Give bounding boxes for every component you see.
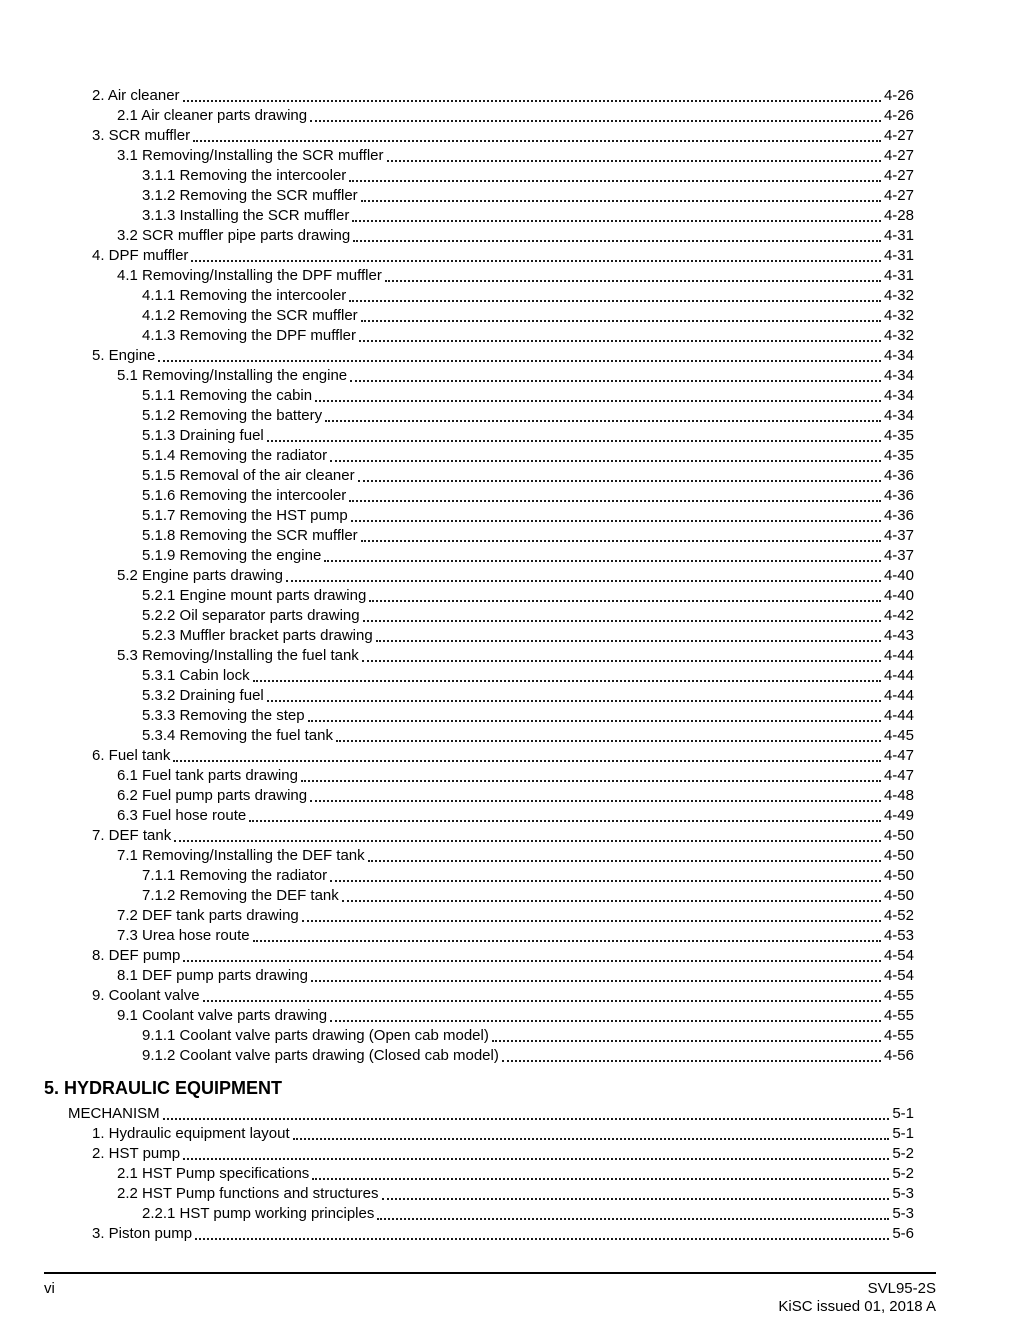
toc-entry-page: 4-27 (883, 127, 914, 144)
toc-leader-dots (349, 166, 881, 182)
toc-entry-title: 5.2.2 Oil separator parts drawing (142, 607, 360, 624)
toc-entry (44, 546, 936, 566)
footer-doc-code: SVL95-2S (867, 1280, 936, 1297)
toc-entry (44, 606, 936, 626)
toc-leader-dots (369, 586, 881, 602)
toc-entry-title: 5.1.7 Removing the HST pump (142, 507, 348, 524)
toc-leader-dots (362, 646, 881, 662)
toc-entry (44, 986, 936, 1006)
toc-entry-page: 4-35 (883, 427, 914, 444)
toc-leader-dots (193, 126, 881, 142)
toc-entry-title: 7. DEF tank (92, 827, 172, 844)
toc-entry-title: 5. Engine (92, 347, 156, 364)
toc-entry-page: 4-34 (883, 387, 914, 404)
toc-entry (44, 346, 936, 366)
toc-entry (44, 86, 936, 106)
toc-entry-page: 4-40 (883, 567, 914, 584)
toc-entry-title: 6. Fuel tank (92, 747, 171, 764)
toc-entry (44, 886, 936, 906)
toc-entry-title: 4.1 Removing/Installing the DPF muffler (117, 267, 382, 284)
toc-entry-title: 4.1.3 Removing the DPF muffler (142, 327, 356, 344)
toc-leader-dots (308, 706, 881, 722)
toc-entry (44, 586, 936, 606)
toc-entry (44, 846, 936, 866)
toc-entry-title: 4.1.2 Removing the SCR muffler (142, 307, 358, 324)
toc-entry-page: 4-48 (883, 787, 914, 804)
toc-leader-dots (310, 786, 881, 802)
toc-entry-title: 9.1.1 Coolant valve parts drawing (Open cab model) (142, 1027, 489, 1044)
toc-entry (44, 1184, 936, 1204)
toc-entry-title: 5.3.4 Removing the fuel tank (142, 727, 333, 744)
toc-entry (44, 966, 936, 986)
toc-leader-dots (195, 1224, 889, 1240)
toc-entry (44, 126, 936, 146)
toc-leader-dots (358, 466, 881, 482)
toc-entry-title: 7.2 DEF tank parts drawing (117, 907, 299, 924)
toc-entry-title: 6.2 Fuel pump parts drawing (117, 787, 308, 804)
toc-leader-dots (183, 1144, 889, 1160)
toc-entry (44, 706, 936, 726)
toc-entry-title: 2.2 HST Pump functions and structures (117, 1185, 379, 1202)
toc-leader-dots (352, 206, 881, 222)
toc-entry-title: 9.1.2 Coolant valve parts drawing (Closed cab model) (142, 1047, 499, 1064)
toc-leader-dots (183, 946, 881, 962)
toc-leader-dots (174, 826, 881, 842)
toc-entry (44, 566, 936, 586)
toc-entry-title: 4.1.1 Removing the intercooler (142, 287, 347, 304)
toc-leader-dots (293, 1124, 890, 1140)
toc-entry-title: MECHANISM (68, 1105, 160, 1122)
toc-leader-dots (353, 226, 881, 242)
toc-entry (44, 386, 936, 406)
toc-leader-dots (173, 746, 881, 762)
toc-entry-page: 5-1 (892, 1105, 914, 1122)
toc-entry (44, 486, 936, 506)
toc-entry-page: 4-50 (883, 887, 914, 904)
toc-entry (44, 1164, 936, 1184)
toc-entry-page: 4-37 (883, 527, 914, 544)
toc-leader-dots (330, 866, 881, 882)
toc-entry-title: 2.1 Air cleaner parts drawing (117, 107, 308, 124)
toc-entry-page: 4-54 (883, 947, 914, 964)
toc-entry-page: 4-34 (883, 407, 914, 424)
toc-entry-title: 4. DPF muffler (92, 247, 189, 264)
toc-entry (44, 1204, 936, 1224)
toc-entry-title: 5.1.5 Removal of the air cleaner (142, 467, 355, 484)
toc-entry (44, 526, 936, 546)
toc-entry-page: 4-52 (883, 907, 914, 924)
toc-leader-dots (191, 246, 881, 262)
toc-entry-title: 8. DEF pump (92, 947, 181, 964)
toc-entry-page: 5-3 (892, 1185, 914, 1202)
toc-entry (44, 726, 936, 746)
toc-leader-dots (361, 186, 881, 202)
toc-entry-title: 2. Air cleaner (92, 87, 180, 104)
toc-entry-title: 3.1.1 Removing the intercooler (142, 167, 347, 184)
toc-entry-title: 5.3.2 Draining fuel (142, 687, 264, 704)
toc-entry-page: 5-2 (892, 1165, 914, 1182)
toc-entry-page: 4-40 (883, 587, 914, 604)
toc-leader-dots (302, 906, 881, 922)
footer-right-block (778, 1280, 936, 1316)
toc-entry-title: 5.1.4 Removing the radiator (142, 447, 328, 464)
toc-entry-page: 4-37 (883, 547, 914, 564)
toc-entry (44, 506, 936, 526)
toc-entry-title: 5.1.9 Removing the engine (142, 547, 322, 564)
toc-leader-dots (249, 806, 881, 822)
toc-entry-title: 3. SCR muffler (92, 127, 191, 144)
toc-leader-dots (361, 306, 881, 322)
toc-entry-page: 4-35 (883, 447, 914, 464)
toc-leader-dots (183, 86, 881, 102)
footer-divider (44, 1272, 936, 1274)
toc-entry (44, 826, 936, 846)
toc-entry (44, 226, 936, 246)
toc-entry-page: 4-47 (883, 767, 914, 784)
toc-entry-title: 5.3.1 Cabin lock (142, 667, 250, 684)
toc-leader-dots (203, 986, 881, 1002)
toc-entry-page: 4-47 (883, 747, 914, 764)
toc-entry (44, 1104, 936, 1124)
toc-leader-dots (330, 1006, 881, 1022)
toc-entry (44, 186, 936, 206)
toc-leader-dots (286, 566, 881, 582)
toc-entry-title: 5.1.2 Removing the battery (142, 407, 323, 424)
toc-entry-page: 4-55 (883, 987, 914, 1004)
toc-leader-dots (163, 1104, 890, 1120)
toc-entry-page: 4-44 (883, 707, 914, 724)
toc-entry (44, 206, 936, 226)
toc-entry (44, 626, 936, 646)
toc-leader-dots (361, 526, 881, 542)
toc-entry (44, 406, 936, 426)
toc-entry-title: 5.1.1 Removing the cabin (142, 387, 313, 404)
toc-entry (44, 1006, 936, 1026)
toc-entry (44, 946, 936, 966)
toc-leader-dots (377, 1204, 889, 1220)
toc-entry-title: 2.1 HST Pump specifications (117, 1165, 310, 1182)
toc-leader-dots (325, 406, 881, 422)
toc-entry-page: 4-42 (883, 607, 914, 624)
toc-entry-page: 5-2 (892, 1145, 914, 1162)
toc-entry-title: 5.1.6 Removing the intercooler (142, 487, 347, 504)
toc-entry-title: 7.1.2 Removing the DEF tank (142, 887, 339, 904)
toc-entry (44, 246, 936, 266)
toc-entry-title: 7.1.1 Removing the radiator (142, 867, 328, 884)
toc-entry-page: 4-36 (883, 467, 914, 484)
toc-entry (44, 926, 936, 946)
toc-entry-page: 5-6 (892, 1225, 914, 1242)
toc-entry-page: 5-1 (892, 1125, 914, 1142)
toc-entry-page: 4-43 (883, 627, 914, 644)
toc-entry (44, 866, 936, 886)
toc-entry-page: 4-50 (883, 847, 914, 864)
toc-leader-dots (368, 846, 881, 862)
toc-entry-page: 4-45 (883, 727, 914, 744)
toc-entry-title: 8.1 DEF pump parts drawing (117, 967, 308, 984)
toc-entry-title: 5.1.3 Draining fuel (142, 427, 264, 444)
toc-leader-dots (311, 966, 881, 982)
toc-entry-page: 4-44 (883, 667, 914, 684)
toc-leader-dots (502, 1046, 881, 1062)
toc-leader-dots (336, 726, 881, 742)
toc-entry-page: 4-27 (883, 147, 914, 164)
toc-entry-page: 4-50 (883, 867, 914, 884)
toc-leader-dots (492, 1026, 881, 1042)
footer-page-number: vi (44, 1280, 55, 1297)
toc-entry (44, 466, 936, 486)
toc-entry-title: 3.1.2 Removing the SCR muffler (142, 187, 358, 204)
toc-entry (44, 1026, 936, 1046)
toc-entry-page: 5-3 (892, 1205, 914, 1222)
toc-entry-title: 5.3 Removing/Installing the fuel tank (117, 647, 359, 664)
toc-leader-dots (330, 446, 881, 462)
toc-leader-dots (315, 386, 881, 402)
toc-entry (44, 686, 936, 706)
toc-entry-title: 2.2.1 HST pump working principles (142, 1205, 375, 1222)
toc-entry (44, 766, 936, 786)
page-footer (44, 1272, 936, 1316)
toc-entry-page: 4-27 (883, 167, 914, 184)
toc-entry-page: 4-53 (883, 927, 914, 944)
toc-entry (44, 1046, 936, 1066)
toc-entry-page: 4-55 (883, 1027, 914, 1044)
toc-entry-title: 3. Piston pump (92, 1225, 193, 1242)
table-of-contents (44, 86, 936, 1244)
toc-entry-page: 4-32 (883, 307, 914, 324)
toc-leader-dots (363, 606, 881, 622)
toc-entry-title: 5.1 Removing/Installing the engine (117, 367, 348, 384)
toc-leader-dots (382, 1184, 890, 1200)
toc-entry (44, 106, 936, 126)
toc-leader-dots (310, 106, 881, 122)
toc-entry (44, 146, 936, 166)
toc-entry-page: 4-32 (883, 287, 914, 304)
toc-entry-page: 4-50 (883, 827, 914, 844)
toc-entry-page: 4-44 (883, 647, 914, 664)
toc-entry-page: 4-26 (883, 107, 914, 124)
section-heading: 5. HYDRAULIC EQUIPMENT (44, 1078, 283, 1098)
toc-leader-dots (350, 366, 881, 382)
toc-leader-dots (385, 266, 881, 282)
toc-entry-title: 6.3 Fuel hose route (117, 807, 247, 824)
toc-leader-dots (253, 926, 881, 942)
toc-entry-page: 4-34 (883, 367, 914, 384)
toc-entry-title: 5.2 Engine parts drawing (117, 567, 283, 584)
toc-entry (44, 806, 936, 826)
toc-entry-title: 3.1.3 Installing the SCR muffler (142, 207, 350, 224)
toc-entry (44, 1144, 936, 1164)
toc-entry-page: 4-26 (883, 87, 914, 104)
toc-entry-page: 4-34 (883, 347, 914, 364)
toc-entry-title: 6.1 Fuel tank parts drawing (117, 767, 298, 784)
toc-entry-title: 5.1.8 Removing the SCR muffler (142, 527, 358, 544)
toc-entry-title: 9. Coolant valve (92, 987, 200, 1004)
toc-leader-dots (158, 346, 881, 362)
toc-leader-dots (324, 546, 881, 562)
toc-entry-title: 1. Hydraulic equipment layout (92, 1125, 290, 1142)
toc-entry (44, 786, 936, 806)
toc-entry-title: 3.1 Removing/Installing the SCR muffler (117, 147, 384, 164)
toc-leader-dots (342, 886, 881, 902)
toc-leader-dots (312, 1164, 889, 1180)
toc-entry-page: 4-55 (883, 1007, 914, 1024)
toc-entry (44, 326, 936, 346)
toc-entry-page: 4-31 (883, 267, 914, 284)
toc-leader-dots (301, 766, 881, 782)
toc-entry-title: 7.1 Removing/Installing the DEF tank (117, 847, 365, 864)
toc-entry (44, 746, 936, 766)
toc-entry-page: 4-36 (883, 487, 914, 504)
toc-leader-dots (349, 286, 881, 302)
toc-leader-dots (349, 486, 881, 502)
toc-entry (44, 646, 936, 666)
toc-entry-page: 4-31 (883, 247, 914, 264)
toc-entry (44, 666, 936, 686)
toc-leader-dots (267, 426, 881, 442)
toc-entry-page: 4-49 (883, 807, 914, 824)
toc-entry (44, 166, 936, 186)
toc-entry-page: 4-44 (883, 687, 914, 704)
toc-entry (44, 286, 936, 306)
toc-entry (44, 266, 936, 286)
toc-entry-page: 4-27 (883, 187, 914, 204)
footer-issue-note: KiSC issued 01, 2018 A (778, 1298, 936, 1315)
toc-entry-title: 2. HST pump (92, 1145, 181, 1162)
toc-entry-page: 4-31 (883, 227, 914, 244)
toc-entry-page: 4-36 (883, 507, 914, 524)
footer-content (44, 1280, 936, 1316)
toc-entry (44, 446, 936, 466)
toc-entry-page: 4-32 (883, 327, 914, 344)
toc-leader-dots (253, 666, 881, 682)
toc-entry-title: 3.2 SCR muffler pipe parts drawing (117, 227, 351, 244)
toc-entry-title: 7.3 Urea hose route (117, 927, 250, 944)
toc-entry-page: 4-28 (883, 207, 914, 224)
toc-entry (44, 906, 936, 926)
toc-entry (44, 306, 936, 326)
toc-entry-page: 4-56 (883, 1047, 914, 1064)
toc-entry (44, 1224, 936, 1244)
toc-entry-title: 9.1 Coolant valve parts drawing (117, 1007, 328, 1024)
toc-entry-title: 5.2.1 Engine mount parts drawing (142, 587, 367, 604)
toc-entry-title: 5.2.3 Muffler bracket parts drawing (142, 627, 373, 644)
toc-entry (44, 426, 936, 446)
toc-leader-dots (376, 626, 881, 642)
toc-entry-page: 4-54 (883, 967, 914, 984)
toc-entry (44, 1124, 936, 1144)
toc-leader-dots (351, 506, 881, 522)
toc-entry-title: 5.3.3 Removing the step (142, 707, 305, 724)
toc-leader-dots (387, 146, 881, 162)
toc-entry (44, 366, 936, 386)
toc-leader-dots (359, 326, 881, 342)
toc-leader-dots (267, 686, 881, 702)
